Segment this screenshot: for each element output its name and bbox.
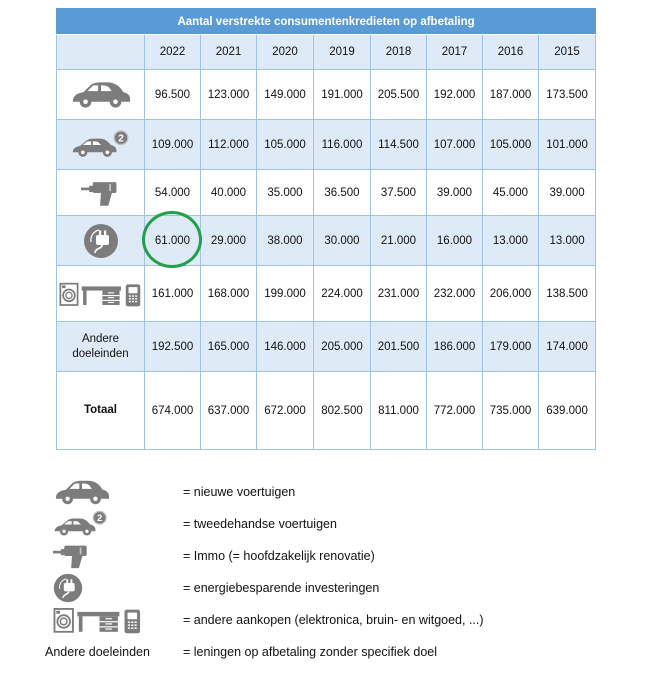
data-cell: 105.000 [257,120,314,170]
data-cell: 174.000 [539,322,596,372]
row-label-cell [57,170,145,216]
corner-cell [57,35,145,70]
row-label-totaal: Totaal [57,372,145,450]
drill-icon [81,178,121,208]
credit-table [56,8,596,450]
data-cell: 29.000 [201,216,257,266]
legend-text: = nieuwe voertuigen [183,485,296,499]
legend-text: = tweedehandse voertuigen [183,517,337,531]
data-cell: 161.000 [145,266,201,322]
data-cell: 13.000 [483,216,539,266]
data-cell: 54.000 [145,170,201,216]
data-cell: 146.000 [257,322,314,372]
appliances-icon [59,280,143,308]
data-cell: 637.000 [201,372,257,450]
data-cell: 187.000 [483,70,539,120]
data-cell: 96.500 [145,70,201,120]
year-header-2016: 2016 [483,35,539,70]
data-cell: 138.500 [539,266,596,322]
legend-item-new-vehicles [45,476,649,508]
new-car-icon [70,80,132,110]
data-cell: 149.000 [257,70,314,120]
legend-item-energy [45,572,649,604]
table-row-immo [57,170,596,216]
used-car-icon [71,129,131,161]
data-cell: 37.500 [371,170,427,216]
data-cell: 105.000 [483,120,539,170]
table-row-new-vehicles [57,70,596,120]
data-cell: 672.000 [257,372,314,450]
data-cell: 231.000 [371,266,427,322]
row-label-cell [57,70,145,120]
table-row-other-purchases [57,266,596,322]
data-cell: 735.000 [483,372,539,450]
data-cell: 674.000 [145,372,201,450]
data-cell: 199.000 [257,266,314,322]
row-label-cell [57,216,145,266]
year-header-2022: 2022 [145,35,201,70]
data-cell: 179.000 [483,322,539,372]
appliances-icon [53,605,143,635]
data-cell: 39.000 [539,170,596,216]
data-cell: 232.000 [427,266,483,322]
data-cell: 811.000 [371,372,427,450]
legend-text: = Immo (= hoofdzakelijk renovatie) [183,549,375,563]
table-title-row [57,9,596,35]
legend-text: = leningen op afbetaling zonder specifiek doel [183,645,438,659]
data-cell: 165.000 [201,322,257,372]
data-cell: 13.000 [539,216,596,266]
data-cell: 168.000 [201,266,257,322]
table-row-other-purposes [57,322,596,372]
year-header-2017: 2017 [427,35,483,70]
data-cell: 21.000 [371,216,427,266]
data-cell: 173.500 [539,70,596,120]
legend [45,476,649,668]
data-cell-highlighted: 61.000 [145,216,201,266]
used-car-icon [53,510,109,539]
data-cell: 39.000 [427,170,483,216]
year-header-2019: 2019 [314,35,371,70]
legend-item-other-purposes [45,636,649,668]
legend-text: = energiebesparende investeringen [183,581,380,595]
legend-label-andere-doeleinden: Andere doeleinden [45,645,150,659]
legend-item-other-purchases [45,604,649,636]
energy-icon [83,223,119,259]
table-row-total [57,372,596,450]
data-cell: 192.000 [427,70,483,120]
legend-item-used-vehicles [45,508,649,540]
row-label-cell [57,120,145,170]
data-cell: 16.000 [427,216,483,266]
data-cell: 186.000 [427,322,483,372]
legend-text: = andere aankopen (elektronica, bruin- en witgoed, ...) [183,613,484,627]
data-cell: 112.000 [201,120,257,170]
data-cell: 116.000 [314,120,371,170]
data-cell: 40.000 [201,170,257,216]
row-label-andere-doeleinden: Andere doeleinden [57,322,145,372]
data-cell: 45.000 [483,170,539,216]
data-cell: 201.500 [371,322,427,372]
data-cell: 35.000 [257,170,314,216]
data-cell: 639.000 [539,372,596,450]
data-cell: 123.000 [201,70,257,120]
table-row-used-vehicles [57,120,596,170]
data-cell: 38.000 [257,216,314,266]
year-header-row [57,35,596,70]
new-car-icon [53,479,111,506]
data-cell: 205.000 [314,322,371,372]
data-cell: 109.000 [145,120,201,170]
data-cell: 802.500 [314,372,371,450]
year-header-2018: 2018 [371,35,427,70]
energy-icon [53,573,83,603]
year-header-2021: 2021 [201,35,257,70]
data-cell: 36.500 [314,170,371,216]
drill-icon [53,542,91,570]
data-cell: 114.500 [371,120,427,170]
data-cell: 206.000 [483,266,539,322]
data-cell: 772.000 [427,372,483,450]
data-cell: 192.500 [145,322,201,372]
legend-item-immo [45,540,649,572]
table-row-energy [57,216,596,266]
data-cell: 101.000 [539,120,596,170]
data-cell: 191.000 [314,70,371,120]
year-header-2020: 2020 [257,35,314,70]
credit-table-container [56,8,596,450]
data-cell: 30.000 [314,216,371,266]
data-cell: 224.000 [314,266,371,322]
data-cell: 107.000 [427,120,483,170]
data-cell: 205.500 [371,70,427,120]
year-header-2015: 2015 [539,35,596,70]
row-label-cell [57,266,145,322]
table-title: Aantal verstrekte consumentenkredieten op afbetaling [57,9,596,35]
